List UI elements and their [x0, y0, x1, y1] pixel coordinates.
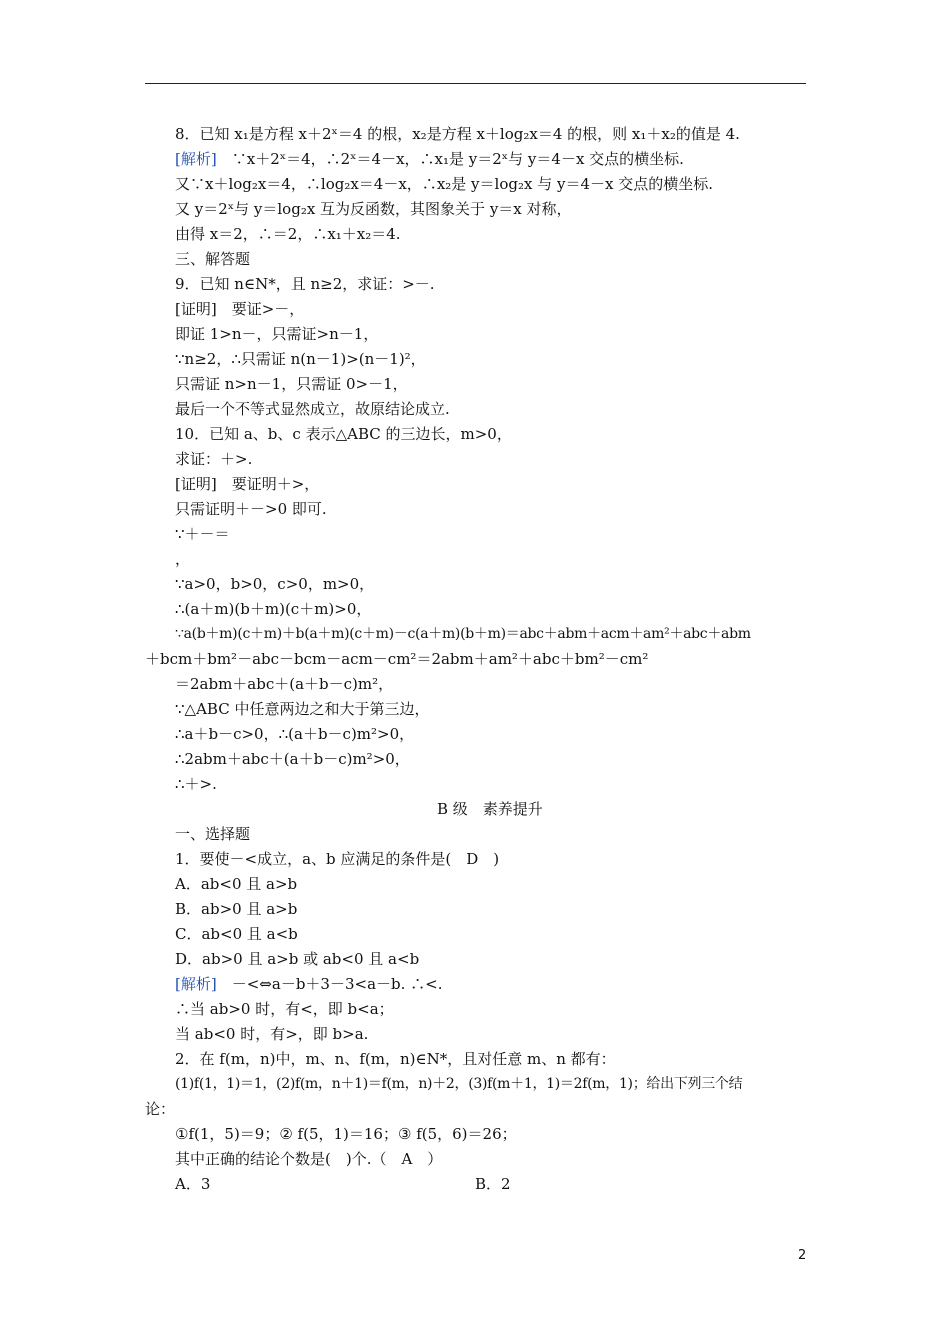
header-rule — [145, 83, 806, 84]
text-line: ， — [175, 550, 191, 568]
text-line: 即证 1>n－，只需证>n－1， — [175, 325, 379, 343]
option-line: B．ab>0 且 a>b — [175, 900, 298, 918]
text-line: 当 ab<0 时，有>，即 b>a. — [175, 1025, 369, 1043]
option-line: C．ab<0 且 a<b — [175, 925, 298, 943]
text-line: 10．已知 a、b、c 表示△ABC 的三边长，m>0， — [175, 425, 512, 443]
option-line: B．2 — [475, 1175, 511, 1193]
analysis-tag: [解析] — [175, 975, 217, 993]
text-line: ∴＋>. — [175, 775, 217, 793]
text-line: 又∵x＋log₂x＝4，∴log₂x＝4－x，∴x₂是 y＝log₂x 与 y＝4－x 交点的横坐标. — [175, 175, 713, 193]
section-heading: 一、选择题 — [175, 825, 251, 843]
text-line: ∴当 ab>0 时，有<，即 b<a； — [175, 1000, 394, 1018]
option-line: A．ab<0 且 a>b — [175, 875, 298, 893]
text-line: ∴a＋b－c>0，∴(a＋b－c)m²>0， — [175, 725, 415, 743]
text-line: ＝2abm＋abc＋(a＋b－c)m²， — [175, 675, 394, 693]
text-line: 由得 x＝2，∴＝2，∴x₁＋x₂＝4. — [175, 225, 401, 243]
text-line: [解析] －<⇔a－b＋3－3<a－b. ∴<. — [175, 975, 443, 993]
text-line: ①f(1，5)＝9；② f(5，1)＝16；③ f(5，6)＝26； — [175, 1125, 517, 1143]
text-line: ∴(a＋m)(b＋m)(c＋m)>0， — [175, 600, 372, 618]
text-line: ∵＋－＝ — [175, 525, 230, 543]
option-line: A．3 — [175, 1175, 211, 1193]
text-line: 9．已知 n∈N*，且 n≥2，求证：>－. — [175, 275, 435, 293]
text-line: 只需证明＋－>0 即可. — [175, 500, 327, 518]
text-line: 论： — [145, 1100, 176, 1118]
text-line: ∵△ABC 中任意两边之和大于第三边， — [175, 700, 430, 718]
text-line: 求证：＋>. — [175, 450, 253, 468]
text-line: ∴2abm＋abc＋(a＋b－c)m²>0， — [175, 750, 410, 768]
text-line: [证明] 要证>－， — [175, 300, 305, 318]
option-line: D．ab>0 且 a>b 或 ab<0 且 a<b — [175, 950, 420, 968]
text-line: 8．已知 x₁是方程 x＋2ˣ＝4 的根，x₂是方程 x＋log₂x＝4 的根，则 x₁＋x₂的值是 4. — [175, 125, 740, 143]
text-line: 最后一个不等式显然成立，故原结论成立. — [175, 400, 450, 418]
text-line: [证明] 要证明＋>， — [175, 475, 320, 493]
text-line: ＋bcm＋bm²－abc－bcm－acm－cm²＝2abm＋am²＋abc＋bm²－cm² — [145, 650, 649, 668]
analysis-tag: [解析] — [175, 150, 217, 168]
text-line: 又 y＝2ˣ与 y＝log₂x 互为反函数，其图象关于 y＝x 对称， — [175, 200, 572, 218]
text-line: 1．要使－<成立，a、b 应满足的条件是( D ) — [175, 850, 500, 868]
text-line: 2．在 f(m，n)中，m、n、f(m，n)∈N*，且对任意 m、n 都有： — [175, 1050, 616, 1068]
text-line: ∵a(b＋m)(c＋m)＋b(a＋m)(c＋m)－c(a＋m)(b＋m)＝abc＋abm＋acm＋am²＋abc＋abm — [175, 626, 751, 642]
text-line: 其中正确的结论个数是( )个.（ A ） — [175, 1150, 443, 1168]
text-line: ∵a>0，b>0，c>0，m>0， — [175, 575, 375, 593]
text-line: [解析] ∵x＋2ˣ＝4，∴2ˣ＝4－x，∴x₁是 y＝2ˣ与 y＝4－x 交点的横坐标. — [175, 150, 684, 168]
text-line: (1)f(1，1)＝1，(2)f(m，n＋1)＝f(m，n)＋2，(3)f(m＋1，1)＝2f(m，1)；给出下列三个结 — [175, 1076, 743, 1092]
section-heading: B 级 素养提升 — [437, 800, 543, 818]
text-line: ∵n≥2，∴只需证 n(n－1)>(n－1)²， — [175, 350, 426, 368]
text-line: 只需证 n>n－1，只需证 0>－1， — [175, 375, 408, 393]
section-heading: 三、解答题 — [175, 250, 251, 268]
page-number: 2 — [798, 1248, 807, 1263]
